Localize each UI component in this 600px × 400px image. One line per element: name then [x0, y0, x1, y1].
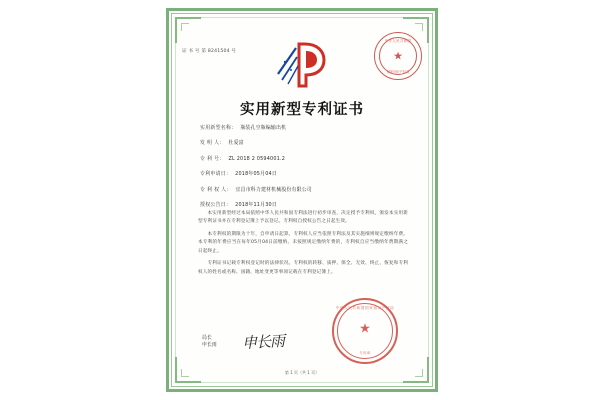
field-row [200, 126, 408, 132]
office-seal-bottom-text: 专用章 [359, 351, 371, 355]
certificate-serial [182, 48, 236, 54]
emblem-stamp-star-icon: ★ [393, 49, 403, 63]
field-value: 2018年11月30日 [235, 201, 277, 208]
certificate-content [180, 22, 424, 378]
office-seal-star-icon: ★ [359, 321, 371, 337]
body-paragraph: 专利证书记载专利权登记时的法律状况。专利权的转移、质押、保全、无效、终止、恢复和专利权人的姓名或名称、国籍、地址变更等事项记载在专利登记簿上。 [198, 261, 408, 275]
field-value: 2018年05月04日 [235, 171, 277, 178]
field-label: 专 利 号： [200, 155, 225, 162]
field-label: 授权公告日： [200, 201, 232, 208]
body-paragraph: 本专利权的期限为十年，自申请日起算。专利权人应当依照专利法及其实施细则规定缴纳年费。本专利的年费应当在每年05月04日前缴纳。未按照规定缴纳年费的，专利权自应当缴纳年费期满之日起终止。 [198, 231, 408, 254]
certificate-body [198, 210, 408, 281]
field-row [200, 141, 408, 147]
field-row [200, 157, 408, 163]
certificate-serial-number: 8241504 号 [207, 49, 237, 54]
body-paragraph: 本实用新型经过本局依照中华人民共和国专利法进行初步审查，决定授予专利权，颁发本实用新型专利证书并在专利登记簿上予以登记。专利权自授权公告之日起生效。 [198, 211, 408, 225]
field-value: 宜昌市科力建材机械股份有限公司 [235, 186, 312, 193]
office-seal-top-text: 中华人民共和国国家知识产权局 [335, 306, 395, 310]
patent-certificate [166, 8, 438, 392]
field-label: 实用新型名称： [200, 125, 237, 131]
patent-office-logo-icon [272, 40, 332, 90]
signature-block [202, 335, 217, 350]
field-value: 瓶装孔空瓶编输出机 [240, 125, 287, 131]
field-label: 专利申请日： [200, 171, 232, 178]
field-label: 专 利 权 人： [200, 186, 232, 193]
page-footer: 第 1 页（共 1 页） [284, 370, 320, 375]
field-row [200, 188, 408, 194]
national-emblem-stamp-icon [374, 32, 422, 80]
field-value: 杜爱富 [228, 140, 244, 147]
emblem-stamp-bottom-text: 国家知识产权局 [386, 70, 410, 74]
field-value: ZL 2018 2 0594001.2 [228, 155, 286, 162]
field-row [200, 172, 408, 178]
page-title: 实用新型专利证书 [240, 102, 364, 118]
signature-title-line: 局长 [202, 334, 212, 341]
office-seal-icon [332, 298, 398, 364]
handwritten-signature: 申长雨 [241, 331, 285, 353]
emblem-stamp-top-text: 中华人民共和国 [384, 39, 412, 43]
signature-name-line: 申长雨 [202, 342, 217, 349]
field-row [200, 203, 408, 209]
field-label: 发 明 人： [200, 140, 225, 147]
certificate-fields [200, 126, 408, 218]
certificate-serial-label: 证 书 号 第 [182, 49, 207, 54]
